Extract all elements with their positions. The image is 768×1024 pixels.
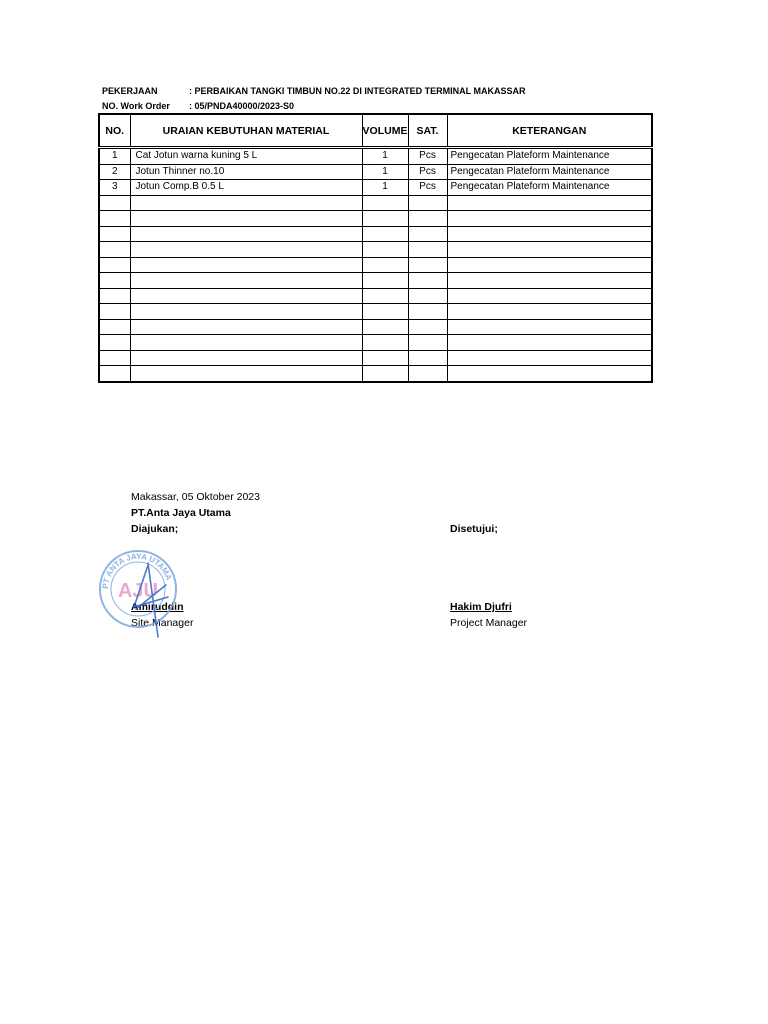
col-header-unit: SAT. (408, 114, 447, 148)
empty-cell (447, 366, 652, 382)
empty-cell (99, 226, 130, 242)
empty-table-row (99, 273, 652, 289)
empty-table-row (99, 226, 652, 242)
empty-cell (99, 257, 130, 273)
cell-remarks: Pengecatan Plateform Maintenance (447, 164, 652, 180)
empty-cell (130, 288, 362, 304)
empty-cell (362, 366, 408, 382)
empty-cell (99, 304, 130, 320)
empty-table-row (99, 288, 652, 304)
cell-description: Jotun Thinner no.10 (130, 164, 362, 180)
empty-cell (362, 350, 408, 366)
cell-unit: Pcs (408, 164, 447, 180)
empty-table-row (99, 319, 652, 335)
empty-cell (447, 257, 652, 273)
cell-unit: Pcs (408, 180, 447, 196)
empty-cell (408, 242, 447, 258)
stamp-text: PT ANTA JAYA UTAMA (100, 551, 174, 590)
empty-cell (408, 319, 447, 335)
approved-label: Disetujui; (450, 523, 498, 535)
right-signatory-title: Project Manager (450, 617, 528, 629)
empty-cell (362, 211, 408, 227)
empty-cell (447, 335, 652, 351)
cell-unit: Pcs (408, 148, 447, 165)
empty-cell (408, 366, 447, 382)
empty-cell (408, 304, 447, 320)
col-header-no: NO. (99, 114, 130, 148)
cell-no: 1 (99, 148, 130, 165)
document-header (102, 84, 526, 114)
empty-table-row (99, 257, 652, 273)
empty-cell (99, 288, 130, 304)
company-name: PT.Anta Jaya Utama (131, 507, 231, 519)
empty-cell (362, 273, 408, 289)
cell-volume: 1 (362, 148, 408, 165)
empty-cell (362, 288, 408, 304)
empty-cell (447, 319, 652, 335)
cell-volume: 1 (362, 180, 408, 196)
empty-cell (447, 226, 652, 242)
empty-table-row (99, 335, 652, 351)
company-stamp (96, 545, 188, 640)
cell-no: 3 (99, 180, 130, 196)
empty-cell (447, 350, 652, 366)
work-order-value: : 05/PNDA40000/2023-S0 (189, 101, 295, 111)
left-signatory-name: Amiruddin (131, 601, 184, 613)
right-signatory-name: Hakim Djufri (450, 601, 512, 613)
cell-no: 2 (99, 164, 130, 180)
empty-cell (99, 195, 130, 211)
empty-cell (99, 350, 130, 366)
empty-cell (99, 211, 130, 227)
empty-cell (408, 288, 447, 304)
empty-cell (447, 288, 652, 304)
empty-cell (130, 242, 362, 258)
empty-cell (99, 366, 130, 382)
approved-block (450, 521, 498, 537)
empty-cell (130, 366, 362, 382)
proposed-label: Diajukan; (131, 523, 179, 535)
empty-cell (362, 226, 408, 242)
header-work-order-row (102, 99, 526, 114)
empty-cell (408, 273, 447, 289)
empty-cell (99, 242, 130, 258)
right-signatory (450, 599, 527, 631)
empty-cell (408, 335, 447, 351)
empty-cell (408, 257, 447, 273)
empty-table-row (99, 211, 652, 227)
header-pekerjaan-row (102, 84, 526, 99)
table-body (99, 148, 652, 382)
stamp-initials: AJU (117, 580, 159, 602)
empty-cell (130, 226, 362, 242)
col-header-volume: VOLUME (362, 114, 408, 148)
col-header-description: URAIAN KEBUTUHAN MATERIAL (130, 114, 362, 148)
empty-table-row (99, 366, 652, 382)
empty-cell (362, 242, 408, 258)
empty-cell (130, 257, 362, 273)
empty-cell (130, 304, 362, 320)
empty-cell (99, 319, 130, 335)
pekerjaan-label: PEKERJAAN (102, 86, 158, 96)
work-order-label: NO. Work Order (102, 101, 170, 111)
table-header-row (99, 114, 652, 148)
cell-description: Cat Jotun warna kuning 5 L (130, 148, 362, 165)
cell-remarks: Pengecatan Plateform Maintenance (447, 148, 652, 165)
empty-cell (99, 335, 130, 351)
cell-description: Jotun Comp.B 0.5 L (130, 180, 362, 196)
empty-cell (362, 335, 408, 351)
signature-left-block (131, 489, 260, 537)
empty-cell (362, 195, 408, 211)
empty-cell (130, 195, 362, 211)
empty-cell (447, 273, 652, 289)
empty-cell (408, 226, 447, 242)
empty-cell (130, 273, 362, 289)
empty-cell (130, 350, 362, 366)
empty-cell (408, 211, 447, 227)
empty-table-row (99, 242, 652, 258)
empty-cell (130, 319, 362, 335)
empty-cell (447, 211, 652, 227)
place-date: Makassar, 05 Oktober 2023 (131, 491, 260, 503)
table-row (99, 148, 652, 165)
empty-cell (408, 350, 447, 366)
empty-table-row (99, 350, 652, 366)
pekerjaan-value: : PERBAIKAN TANGKI TIMBUN NO.22 DI INTEGRATED TERMINAL MAKASSAR (189, 86, 526, 96)
left-signatory-title: Site Manager (131, 617, 194, 629)
table-row (99, 180, 652, 196)
table-row (99, 164, 652, 180)
empty-cell (362, 319, 408, 335)
cell-volume: 1 (362, 164, 408, 180)
col-header-remarks: KETERANGAN (447, 114, 652, 148)
empty-cell (362, 304, 408, 320)
empty-cell (408, 195, 447, 211)
empty-cell (362, 257, 408, 273)
material-table (98, 113, 653, 383)
empty-table-row (99, 304, 652, 320)
empty-cell (130, 335, 362, 351)
empty-cell (447, 195, 652, 211)
empty-table-row (99, 195, 652, 211)
empty-cell (447, 304, 652, 320)
empty-cell (130, 211, 362, 227)
cell-remarks: Pengecatan Plateform Maintenance (447, 180, 652, 196)
empty-cell (447, 242, 652, 258)
empty-cell (99, 273, 130, 289)
